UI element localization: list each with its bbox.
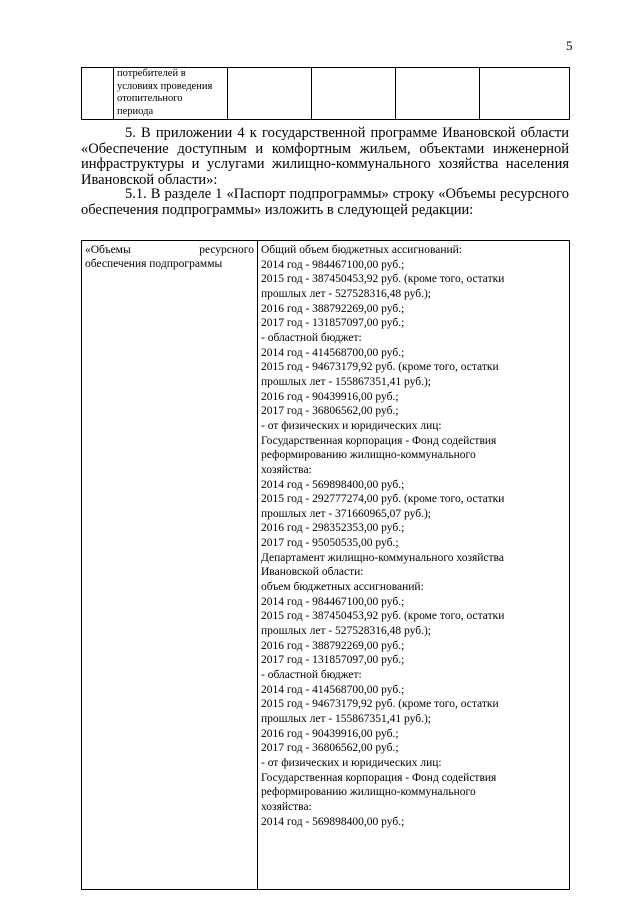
label-word-2: ресурсного — [199, 244, 254, 256]
table-cell — [396, 68, 480, 120]
value-line: 2014 год - 569898400,00 руб.; — [261, 478, 405, 491]
value-line: прошлых лет - 371660965,07 руб.); — [261, 507, 431, 520]
value-line: 2015 год - 387450453,92 руб. (кроме того, остатки — [261, 610, 505, 623]
value-line: - областной бюджет: — [261, 669, 362, 682]
cell-line: условиях проведения — [117, 80, 213, 92]
label-word-1: «Объемы — [85, 244, 131, 256]
value-line: прошлых лет - 527528316,48 руб.); — [261, 625, 431, 638]
value-line: прошлых лет - 155867351,41 руб.); — [261, 375, 431, 388]
value-line: 2014 год - 569898400,00 руб.; — [261, 815, 405, 828]
row-label-cell — [82, 241, 258, 890]
value-line: Государственная корпорация - Фонд содействия — [261, 434, 497, 447]
cell-line: потребителей в — [117, 68, 186, 79]
value-line: Ивановской области: — [261, 566, 364, 579]
value-line: 2016 год - 388792269,00 руб.; — [261, 302, 405, 315]
value-line: Государственная корпорация - Фонд содействия — [261, 771, 497, 784]
value-line: - областной бюджет: — [261, 331, 362, 344]
value-line: 2015 год - 387450453,92 руб. (кроме того, остатки — [261, 273, 505, 286]
value-line: 2016 год - 90439916,00 руб.; — [261, 390, 399, 403]
paragraph-5: 5. В приложении 4 к государственной программе Ивановской области «Обеспечение доступным и комфортным жильем, объектами инженерной инфраструктуры и услугами жилищно-коммунального хозяйства населения Ивановской области»: — [81, 125, 569, 188]
row-value-cell — [258, 241, 570, 890]
value-line: 2016 год - 90439916,00 руб.; — [261, 727, 399, 740]
value-line: 2015 год - 94673179,92 руб. (кроме того, остатки — [261, 361, 499, 374]
table-cell — [82, 68, 114, 120]
value-line: 2017 год - 95050535,00 руб.; — [261, 537, 399, 550]
value-line: 2014 год - 414568700,00 руб.; — [261, 346, 405, 359]
value-line: хозяйства: — [261, 800, 312, 813]
value-line: 2015 год - 94673179,92 руб. (кроме того, остатки — [261, 698, 499, 711]
value-line: - от физических и юридических лиц: — [261, 419, 442, 432]
table-cell — [114, 68, 228, 120]
table-cell — [228, 68, 312, 120]
value-line: 2017 год - 36806562,00 руб.; — [261, 742, 399, 755]
value-line: Общий объем бюджетных ассигнований: — [261, 244, 462, 256]
cell-line: периода — [117, 105, 154, 117]
resource-table — [81, 240, 570, 890]
page-number: 5 — [566, 38, 573, 53]
table-cell — [312, 68, 396, 120]
value-line: 2016 год - 298352353,00 руб.; — [261, 522, 405, 535]
value-line: 2017 год - 131857097,00 руб.; — [261, 654, 405, 667]
value-line: 2017 год - 131857097,00 руб.; — [261, 317, 405, 330]
value-line: реформированию жилищно-коммунального — [261, 449, 476, 462]
value-line: прошлых лет - 155867351,41 руб.); — [261, 713, 431, 725]
label-line-2: обеспечения подпрограммы — [85, 258, 223, 270]
value-line: 2017 год - 36806562,00 руб.; — [261, 405, 399, 418]
continued-table — [81, 67, 570, 120]
value-line: - от физических и юридических лиц: — [261, 756, 442, 769]
table-cell — [480, 68, 570, 120]
value-line: объем бюджетных ассигнований: — [261, 581, 424, 594]
value-line: Департамент жилищно-коммунального хозяйства — [261, 551, 504, 564]
value-line: 2014 год - 414568700,00 руб.; — [261, 683, 405, 696]
value-line: 2014 год - 984467100,00 руб.; — [261, 595, 405, 608]
paragraph-5-1: 5.1. В разделе 1 «Паспорт подпрограммы» строку «Объемы ресурсного обеспечения подпрограммы» изложить в следующей редакции: — [81, 186, 569, 218]
value-line: прошлых лет - 527528316,48 руб.); — [261, 287, 431, 300]
value-line: 2016 год - 388792269,00 руб.; — [261, 639, 405, 652]
value-line: 2015 год - 292777274,00 руб. (кроме того, остатки — [261, 493, 505, 506]
value-line: реформированию жилищно-коммунального — [261, 786, 476, 799]
value-line: хозяйства: — [261, 463, 312, 476]
value-line: 2014 год - 984467100,00 руб.; — [261, 258, 405, 271]
cell-line: отопительного — [117, 93, 183, 104]
